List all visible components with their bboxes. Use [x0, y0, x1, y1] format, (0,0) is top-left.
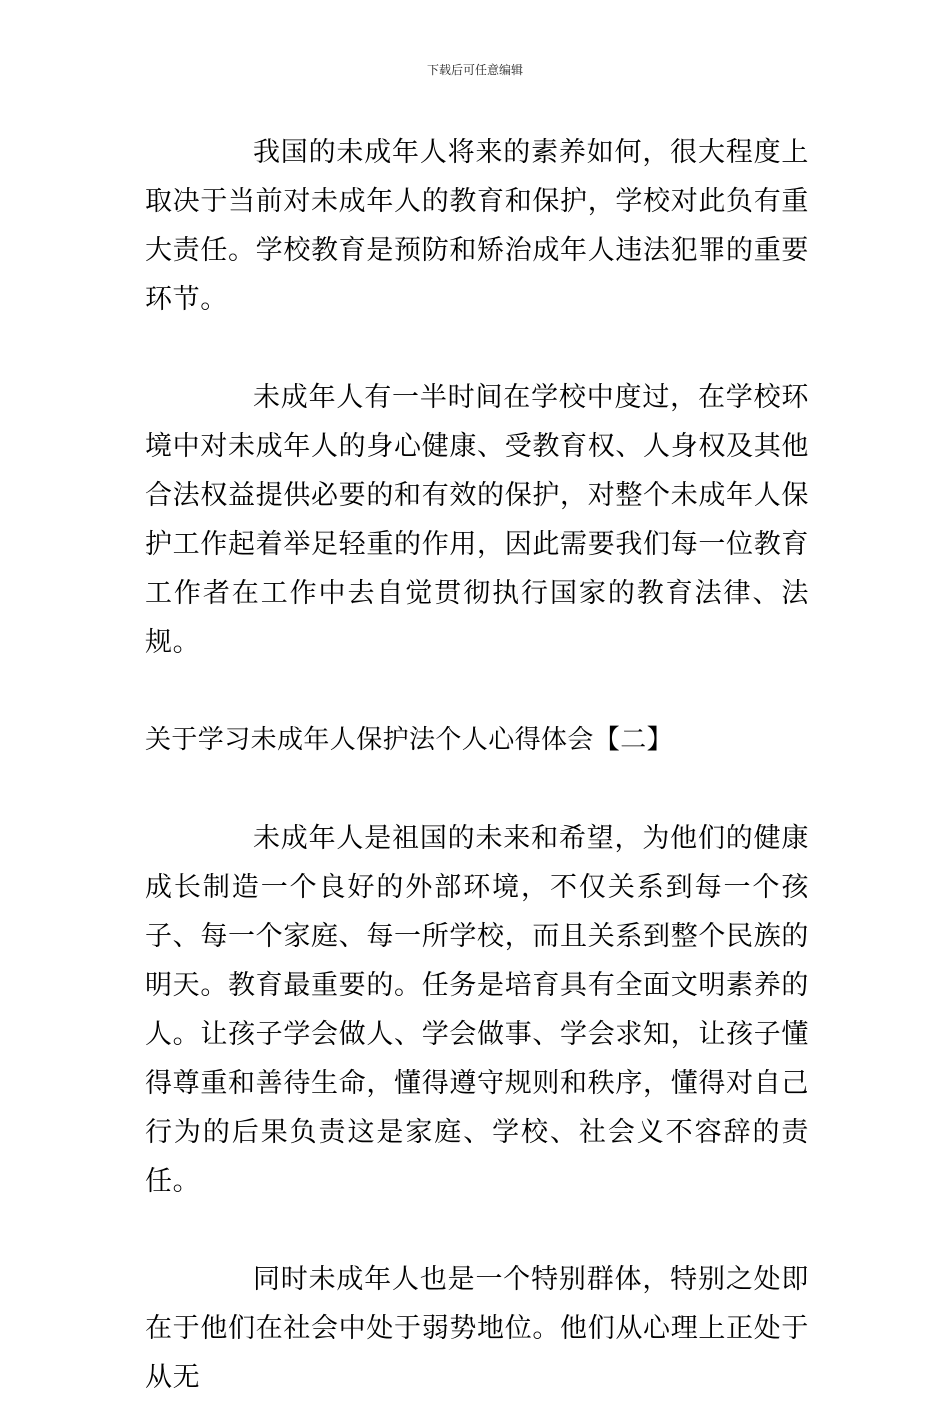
paragraph-1: 我国的未成年人将来的素养如何，很大程度上取决于当前对未成年人的教育和保护，学校对此负有重大责任。学校教育是预防和矫治成年人违法犯罪的重要环节。: [145, 137, 809, 315]
paragraph-gap: [145, 667, 809, 716]
paragraph-gap: [145, 324, 809, 373]
paragraph-4: 同时未成年人也是一个特别群体，特别之处即在于他们在社会中处于弱势地位。他们从心理上正处于从无: [145, 1264, 809, 1393]
page-header-note: 下载后可任意编辑: [426, 63, 523, 77]
section-title: 关于学习未成年人保护法个人心得体会【二】: [145, 725, 674, 755]
paragraph-gap: [145, 1206, 809, 1255]
paragraph-3: 未成年人是祖国的未来和希望，为他们的健康成长制造一个良好的外部环境，不仅关系到每一个孩子、每一个家庭、每一所学校，而且关系到整个民族的明天。教育最重要的。任务是培育具有全面文明素养的人。让孩子学会做人、学会做事、学会求知，让孩子懂得尊重和善待生命，懂得遵守规则和秩序，懂得对自己行为的后果负责这是家庭、学校、社会义不容辞的责任。: [145, 823, 809, 1197]
document-body: [145, 128, 809, 1402]
paragraph-gap: [145, 765, 809, 814]
paragraph-2: 未成年人有一半时间在学校中度过，在学校环境中对未成年人的身心健康、受教育权、人身权及其他合法权益提供必要的和有效的保护，对整个未成年人保护工作起着举足轻重的作用，因此需要我们每一位教育工作者在工作中去自觉贯彻执行国家的教育法律、法规。: [145, 382, 809, 658]
